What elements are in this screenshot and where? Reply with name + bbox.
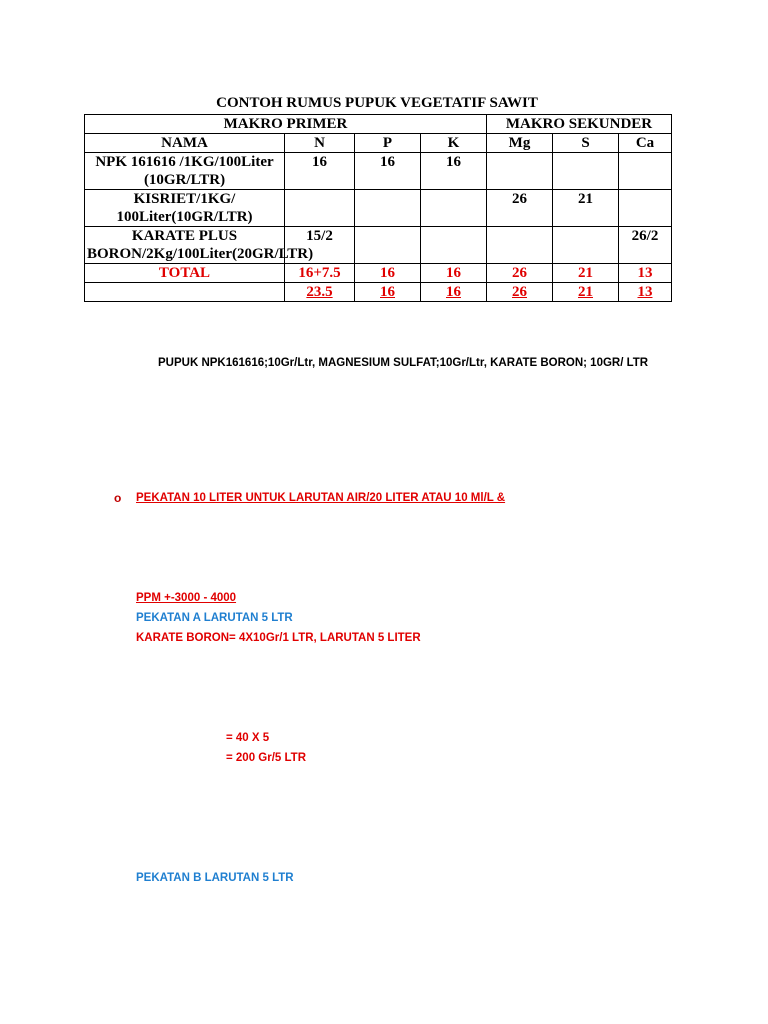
karate-boron-text: KARATE BORON= 4X10Gr/1 LTR, LARUTAN 5 LITER [136, 632, 421, 644]
total-row [85, 264, 672, 283]
ppm-text: PPM +-3000 - 4000 [136, 592, 237, 604]
cell-k [421, 190, 487, 227]
table-row [85, 153, 672, 190]
cell-mg: 26 [487, 190, 553, 227]
total-mg: 26 [487, 264, 553, 283]
header-mg: Mg [487, 134, 553, 153]
bullet-marker: o [114, 491, 122, 505]
total-n: 16+7.5 [285, 264, 355, 283]
cell-ca [619, 153, 672, 190]
result-k: 16 [421, 283, 487, 302]
cell-k: 16 [421, 153, 487, 190]
header-s: S [553, 134, 619, 153]
group-makro-primer: MAKRO PRIMER [85, 115, 487, 134]
row-nama: KARATE PLUS BORON/2Kg/100Liter(20GR/LTR) [85, 227, 285, 264]
cell-s [553, 153, 619, 190]
cell-p [355, 227, 421, 264]
cell-n [285, 190, 355, 227]
row-nama: NPK 161616 /1KG/100Liter (10GR/LTR) [85, 153, 285, 190]
cell-p: 16 [355, 153, 421, 190]
result-p: 16 [355, 283, 421, 302]
cell-ca [619, 190, 672, 227]
total-s: 21 [553, 264, 619, 283]
result-mg: 26 [487, 283, 553, 302]
cell-n: 15/2 [285, 227, 355, 264]
row-nama: KISRIET/1KG/ 100Liter(10GR/LTR) [85, 190, 285, 227]
total-p: 16 [355, 264, 421, 283]
total-ca: 13 [619, 264, 672, 283]
calc-line-2: = 200 Gr/5 LTR [226, 752, 307, 764]
document-title: CONTOH RUMUS PUPUK VEGETATIF SAWIT [216, 95, 538, 111]
pekatan-b-text: PEKATAN B LARUTAN 5 LTR [136, 872, 294, 884]
cell-s: 21 [553, 190, 619, 227]
header-k: K [421, 134, 487, 153]
cell-p [355, 190, 421, 227]
header-ca: Ca [619, 134, 672, 153]
cell-ca: 26/2 [619, 227, 672, 264]
cell-mg [487, 227, 553, 264]
result-row [85, 283, 672, 302]
calc-line-1: = 40 X 5 [226, 732, 270, 744]
cell-s [553, 227, 619, 264]
group-makro-sekunder: MAKRO SEKUNDER [487, 115, 672, 134]
header-p: P [355, 134, 421, 153]
result-n: 23.5 [285, 283, 355, 302]
total-label: TOTAL [85, 264, 285, 283]
header-n: N [285, 134, 355, 153]
cell-n: 16 [285, 153, 355, 190]
result-s: 21 [553, 283, 619, 302]
table-row [85, 227, 672, 264]
fertilizer-table [84, 114, 672, 302]
group-header-row [85, 115, 672, 134]
result-label [85, 283, 285, 302]
cell-k [421, 227, 487, 264]
result-ca: 13 [619, 283, 672, 302]
column-header-row [85, 134, 672, 153]
fertilizer-note: PUPUK NPK161616;10Gr/Ltr, MAGNESIUM SULFAT;10Gr/Ltr, KARATE BORON; 10GR/ LTR [158, 357, 649, 369]
cell-mg [487, 153, 553, 190]
pekatan-a-text: PEKATAN A LARUTAN 5 LTR [136, 612, 293, 624]
total-k: 16 [421, 264, 487, 283]
table-row [85, 190, 672, 227]
pekatan-10-liter-text: PEKATAN 10 LITER UNTUK LARUTAN AIR/20 LITER ATAU 10 Ml/L & [136, 492, 506, 504]
header-nama: NAMA [85, 134, 285, 153]
